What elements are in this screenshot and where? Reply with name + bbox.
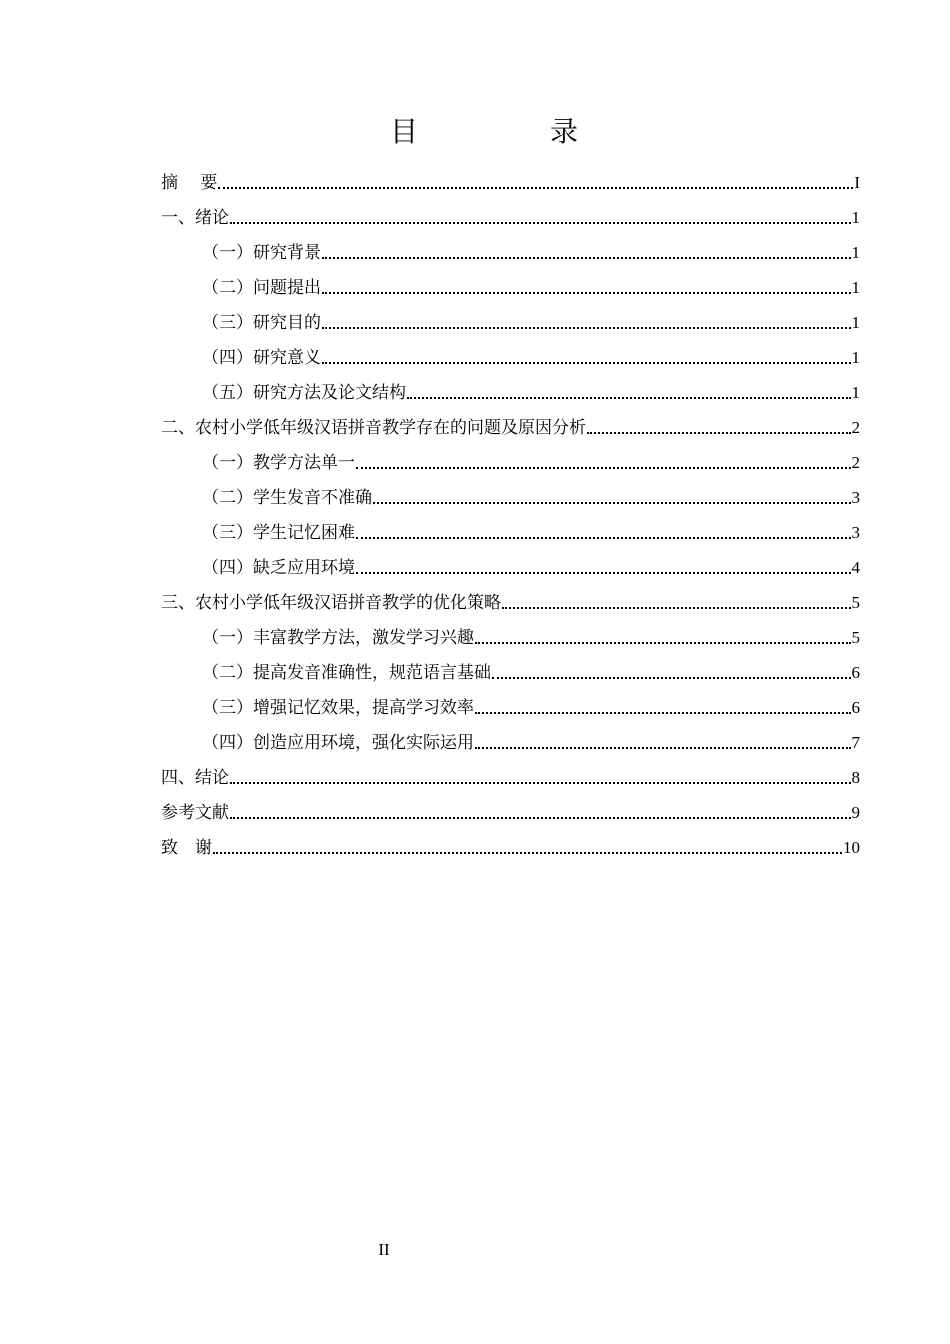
toc-entry-label: （三）研究目的 xyxy=(202,313,321,333)
toc-entry-page: 4 xyxy=(851,558,860,577)
toc-entry-label: 四、结论 xyxy=(161,768,229,788)
toc-entry-page: 5 xyxy=(851,628,860,647)
toc-entry[interactable] xyxy=(161,263,860,298)
toc-entry-label: 一、绪论 xyxy=(161,208,229,228)
toc-entry-label: （一）丰富教学方法，激发学习兴趣 xyxy=(202,628,474,648)
toc-dot-leader xyxy=(356,535,851,539)
toc-entry-label: 参考文献 xyxy=(161,803,229,823)
toc-entry[interactable] xyxy=(161,333,860,368)
page-title: 目 录 xyxy=(389,115,630,148)
toc-dot-leader xyxy=(475,710,851,714)
toc-entry[interactable] xyxy=(161,438,860,473)
toc-entry-page: 1 xyxy=(851,313,860,332)
toc-dot-leader xyxy=(322,290,851,294)
toc-entry[interactable] xyxy=(161,613,860,648)
toc-entry[interactable] xyxy=(161,753,860,788)
toc-dot-leader xyxy=(475,745,851,749)
table-of-contents xyxy=(161,158,860,858)
toc-dot-leader xyxy=(475,640,851,644)
toc-entry-page: 5 xyxy=(851,593,860,612)
toc-dot-leader xyxy=(322,325,851,329)
toc-entry-label: （二）提高发音准确性，规范语言基础 xyxy=(202,663,491,683)
toc-dot-leader xyxy=(322,255,851,259)
toc-entry-page: 7 xyxy=(851,733,860,752)
toc-entry-page: 2 xyxy=(851,418,860,437)
toc-entry[interactable] xyxy=(161,473,860,508)
toc-entry[interactable] xyxy=(161,228,860,263)
toc-entry[interactable] xyxy=(161,683,860,718)
toc-entry[interactable] xyxy=(161,578,860,613)
toc-dot-leader xyxy=(230,220,851,224)
toc-dot-leader xyxy=(492,675,851,679)
toc-dot-leader xyxy=(356,570,851,574)
toc-entry-label: （五）研究方法及论文结构 xyxy=(202,383,406,403)
toc-dot-leader xyxy=(218,185,853,189)
toc-entry[interactable] xyxy=(161,788,860,823)
toc-entry-page: 6 xyxy=(851,698,860,717)
toc-entry-label: （三）增强记忆效果，提高学习效率 xyxy=(202,698,474,718)
toc-dot-leader xyxy=(407,395,851,399)
toc-entry[interactable] xyxy=(161,298,860,333)
toc-entry-page: 2 xyxy=(851,453,860,472)
toc-dot-leader xyxy=(322,360,851,364)
toc-entry-label: （二）学生发音不准确 xyxy=(202,488,372,508)
toc-entry-label: （四）缺乏应用环境 xyxy=(202,558,355,578)
toc-entry[interactable] xyxy=(161,718,860,753)
toc-entry-label: 三、农村小学低年级汉语拼音教学的优化策略 xyxy=(161,593,501,613)
toc-entry-page: 8 xyxy=(851,768,860,787)
toc-dot-leader xyxy=(213,850,842,854)
toc-dot-leader xyxy=(230,780,851,784)
toc-entry-page: 1 xyxy=(851,243,860,262)
toc-dot-leader xyxy=(356,465,851,469)
toc-dot-leader xyxy=(502,605,851,609)
toc-entry[interactable] xyxy=(161,403,860,438)
footer-page-number: II xyxy=(378,1240,390,1259)
toc-entry-page: 1 xyxy=(851,348,860,367)
toc-entry-label: （一）研究背景 xyxy=(202,243,321,263)
toc-entry-label: 致 谢 xyxy=(161,838,212,858)
toc-entry-page: I xyxy=(854,173,860,192)
toc-entry[interactable] xyxy=(161,158,860,193)
toc-entry-page: 10 xyxy=(843,838,860,857)
toc-entry-page: 1 xyxy=(851,383,860,402)
toc-entry-label: （三）学生记忆困难 xyxy=(202,523,355,543)
toc-entry-label: （一）教学方法单一 xyxy=(202,453,355,473)
toc-entry[interactable] xyxy=(161,193,860,228)
toc-dot-leader xyxy=(587,430,851,434)
toc-entry-page: 3 xyxy=(851,488,860,507)
toc-entry-page: 9 xyxy=(851,803,860,822)
toc-entry[interactable] xyxy=(161,648,860,683)
toc-dot-leader xyxy=(230,815,851,819)
toc-entry[interactable] xyxy=(161,368,860,403)
toc-entry-page: 6 xyxy=(851,663,860,682)
toc-entry-label: （四）创造应用环境，强化实际运用 xyxy=(202,733,474,753)
toc-entry-page: 1 xyxy=(851,208,860,227)
toc-entry-label: （四）研究意义 xyxy=(202,348,321,368)
toc-entry-label: 摘 要 xyxy=(161,173,218,193)
toc-entry[interactable] xyxy=(161,823,860,858)
toc-entry-label: （二）问题提出 xyxy=(202,278,321,298)
toc-entry-label: 二、农村小学低年级汉语拼音教学存在的问题及原因分析 xyxy=(161,418,586,438)
toc-entry-page: 1 xyxy=(851,278,860,297)
toc-dot-leader xyxy=(373,500,851,504)
toc-entry-page: 3 xyxy=(851,523,860,542)
toc-entry[interactable] xyxy=(161,508,860,543)
toc-entry[interactable] xyxy=(161,543,860,578)
